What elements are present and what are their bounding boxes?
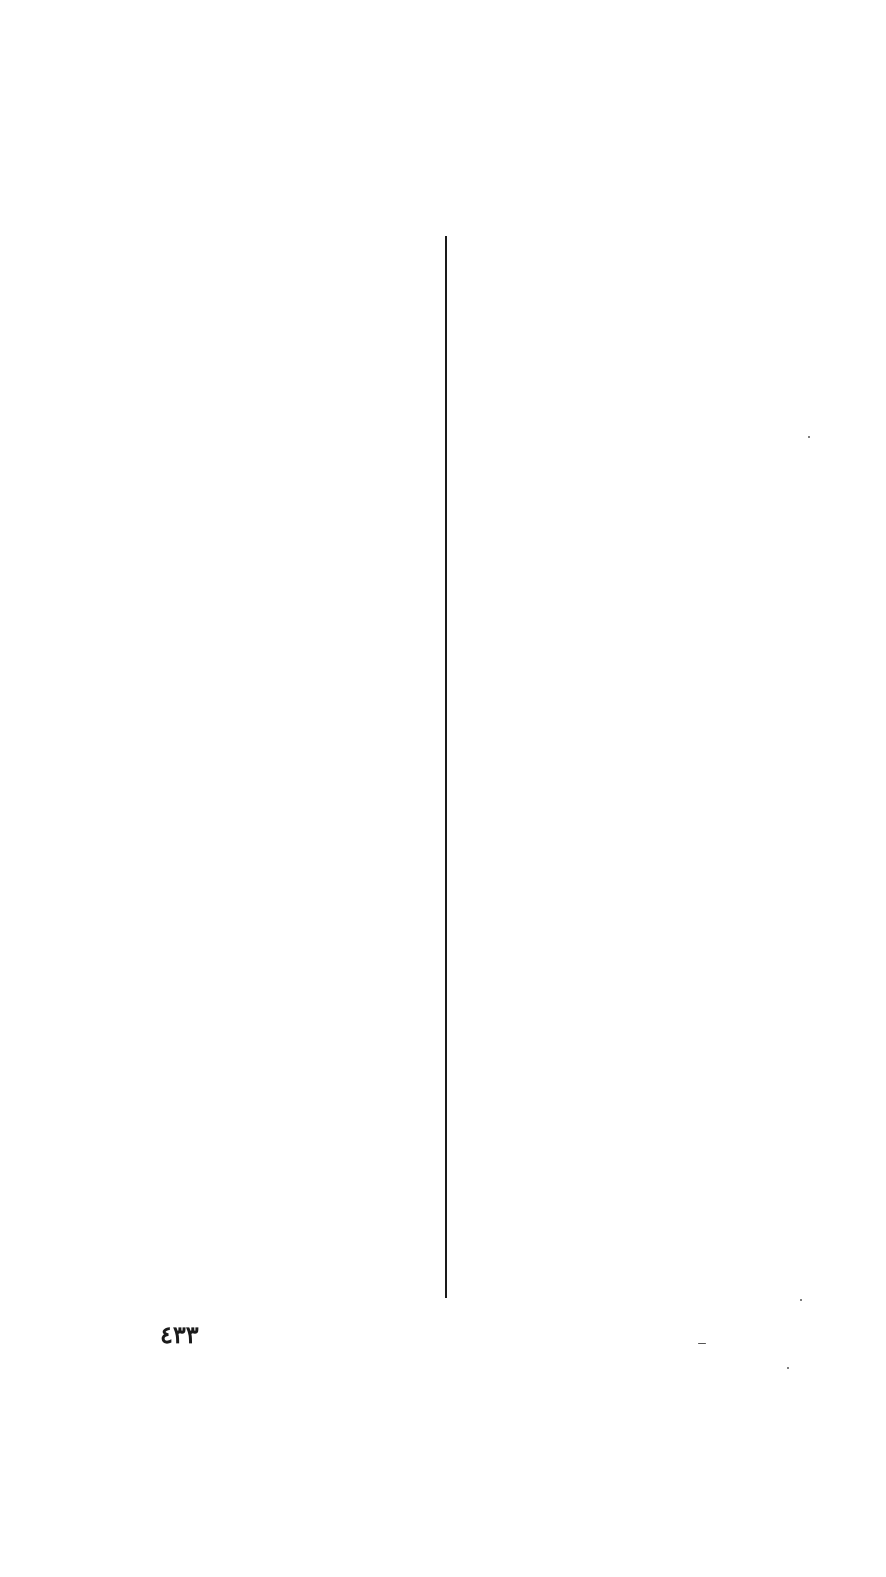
- print-speck: [808, 436, 810, 438]
- column-divider: [445, 236, 447, 1298]
- print-speck: [698, 1343, 706, 1344]
- page-number: ٤٣٣: [160, 1320, 199, 1349]
- print-speck: [787, 1367, 789, 1369]
- print-speck: [800, 1299, 802, 1301]
